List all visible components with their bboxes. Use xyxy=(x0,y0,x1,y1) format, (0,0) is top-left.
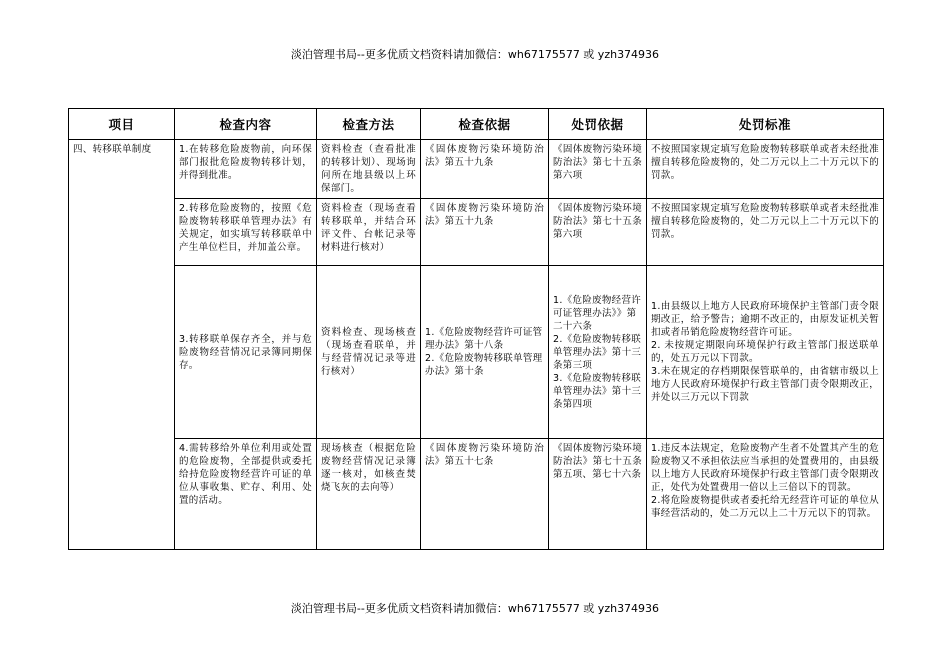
penalty-standard-line: 3.未在规定的存档期限保管联单的，由省辖市级以上地方人民政府环境保护行政主管部门责令限期改正，并处以三万元以下罚款 xyxy=(651,366,879,403)
check-basis: 《固体废物污染环境防治法》第五十九条 xyxy=(421,199,549,266)
header-note: 淡泊管理书局--更多优质文档资料请加微信：wh67175577 或 yzh374936 xyxy=(290,48,660,61)
inspection-table xyxy=(68,108,884,550)
penalty-standard xyxy=(647,266,884,439)
table-row xyxy=(69,199,884,266)
header-row xyxy=(69,109,884,140)
check-method: 资料检查（查看批准的转移计划）、现场询问所在地县级以上环保部门。 xyxy=(317,140,421,199)
penalty-standard-line: 2.将危险废物提供或者委托给无经营许可证的单位从事经营活动的，处二万元以上二十万元以下的罚款。 xyxy=(651,495,879,519)
check-method: 资料检查（现场查看转移联单，并结合环评文件、台帐记录等材料进行核对） xyxy=(317,199,421,266)
penalty-standard-line: 1.由县级以上地方人民政府环境保护主管部门责令限期改正，给予警告；逾期不改正的，由原发证机关暂扣或者吊销危险废物经营许可证。 xyxy=(651,301,879,338)
section-label: 四、转移联单制度 xyxy=(69,140,175,550)
header-method: 检查方法 xyxy=(317,109,421,140)
table-row xyxy=(69,266,884,439)
penalty-basis-line: 2.《危险废物转移联单管理办法》第十三条第三项 xyxy=(553,333,642,371)
penalty-standard-line: 1.违反本法规定，危险废物产生者不处置其产生的危险废物又不承担依法应当承担的处置费用的，由县级以上地方人民政府环境保护行政主管部门责令限期改正，处代为处置费用一倍以上三倍以下的罚款。 xyxy=(651,443,879,493)
check-basis: 《固体废物污染环境防治法》第五十九条 xyxy=(421,140,549,199)
table-row xyxy=(69,140,884,199)
penalty-basis: 《固体废物污染环境防治法》第七十五条第六项 xyxy=(549,140,647,199)
penalty-standard: 不按照国家规定填写危险废物转移联单或者未经批准擅自转移危险废物的，处二万元以上二十万元以下的罚款。 xyxy=(647,199,884,266)
penalty-standard xyxy=(647,439,884,550)
basis-line: 1.《危险废物经营许可证管理办法》第十八条 xyxy=(425,327,543,351)
penalty-basis xyxy=(549,266,647,439)
check-basis xyxy=(421,266,549,439)
penalty-basis-line: 3.《危险废物转移联单管理办法》第十三条第四项 xyxy=(553,372,642,410)
check-method: 现场核查（根据危险废物经营情况记录簿逐一核对，如核查焚烧飞灰的去向等） xyxy=(317,439,421,550)
penalty-standard: 不按照国家规定填写危险废物转移联单或者未经批准擅自转移危险废物的，处二万元以上二十万元以下的罚款。 xyxy=(647,140,884,199)
penalty-basis: 《固体废物污染环境防治法》第七十五条第五项、第七十六条 xyxy=(549,439,647,550)
penalty-basis-line: 1.《危险废物经营许可证管理办法》》第二十六条 xyxy=(553,294,642,332)
header-content: 检查内容 xyxy=(175,109,317,140)
basis-line: 2.《危险废物转移联单管理办法》第十条 xyxy=(425,353,543,377)
check-content: 1.在转移危险废物前，向环保部门报批危险废物转移计划，并得到批准。 xyxy=(175,140,317,199)
header-item: 项目 xyxy=(69,109,175,140)
check-content: 2.转移危险废物的，按照《危险废物转移联单管理办法》有关规定，如实填写转移联单中产生单位栏目，并加盖公章。 xyxy=(175,199,317,266)
penalty-standard-line: 2. 未按规定期限向环境保护行政主管部门报送联单的，处五万元以下罚款。 xyxy=(651,340,879,364)
check-method: 资料检查、现场核查（现场查看联单，并与经营情况记录等进行核对） xyxy=(317,266,421,439)
penalty-basis: 《固体废物污染环境防治法》第七十五条第六项 xyxy=(549,199,647,266)
header-basis: 检查依据 xyxy=(421,109,549,140)
check-basis: 《固体废物污染环境防治法》第五十七条 xyxy=(421,439,549,550)
header-penalty-basis: 处罚依据 xyxy=(549,109,647,140)
check-content: 4.需转移给外单位利用或处置的危险废物，全部提供或委托给持危险废物经营许可证的单位从事收集、贮存、利用、处置的活动。 xyxy=(175,439,317,550)
footer-note: 淡泊管理书局--更多优质文档资料请加微信：wh67175577 或 yzh374936 xyxy=(290,602,660,615)
table-row xyxy=(69,439,884,550)
header-penalty-standard: 处罚标准 xyxy=(647,109,884,140)
check-content: 3.转移联单保存齐全，并与危险废物经营情况记录簿同期保存。 xyxy=(175,266,317,439)
